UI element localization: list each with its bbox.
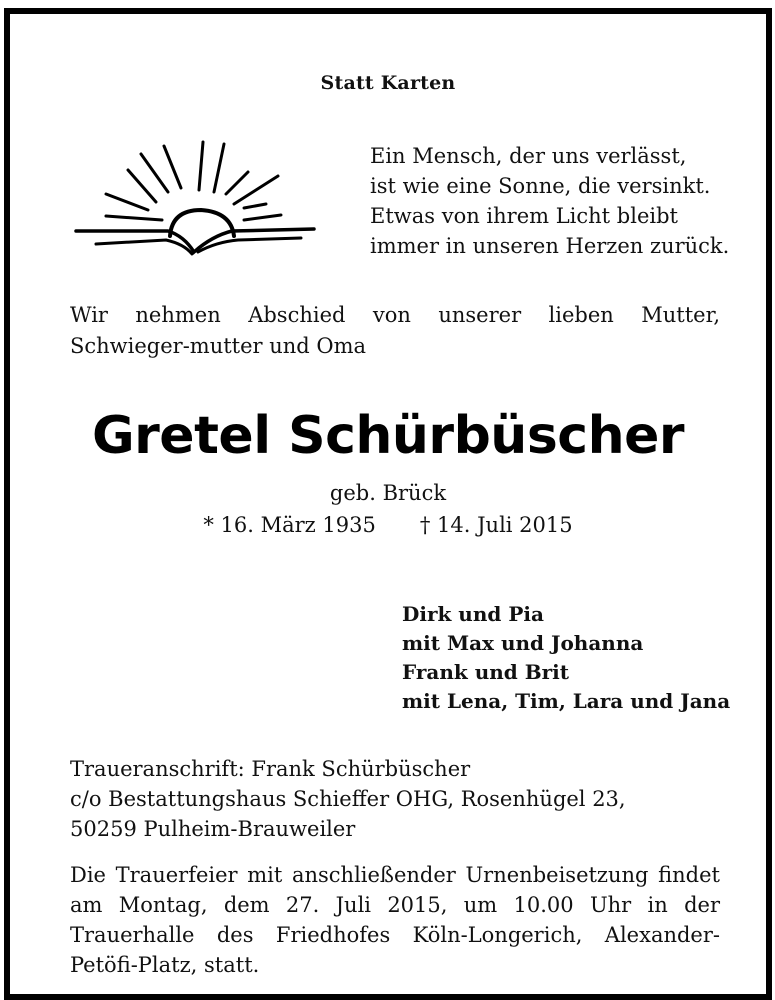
sunset-icon (66, 132, 316, 256)
poem (370, 141, 740, 261)
intro-text: Wir nehmen Abschied von unserer lieben Mutter, Schwieger-mutter und Oma (70, 303, 720, 358)
life-dates (10, 513, 766, 537)
death-date: † 14. Juli 2015 (419, 513, 573, 537)
address-line: Traueranschrift: Frank Schürbüscher (70, 757, 471, 781)
family-line: mit Lena, Tim, Lara und Jana (402, 689, 731, 713)
deceased-name: Gretel Schürbüscher (91, 406, 685, 466)
poem-line: Etwas von ihrem Licht bleibt (370, 204, 678, 228)
family-list (402, 600, 742, 716)
poem-line: ist wie eine Sonne, die versinkt. (370, 174, 711, 198)
family-line: Frank und Brit (402, 660, 570, 684)
poem-line: Ein Mensch, der uns verlässt, (370, 144, 687, 168)
birth-date: * 16. März 1935 (203, 513, 376, 537)
family-line: mit Max und Johanna (402, 631, 644, 655)
notice-header: Statt Karten (320, 72, 456, 94)
address-line: 50259 Pulheim-Brauweiler (70, 817, 356, 841)
funeral-service-text: Die Trauerfeier mit anschließender Urnenbeisetzung findet am Montag, dem 27. Juli 2015, um 10.00 Uhr in der Trauerhalle des Friedhofes Köln-Longerich, Alexander-Petöfi-Platz, statt. (70, 863, 720, 977)
address-line: c/o Bestattungshaus Schieffer OHG, Rosenhügel 23, (70, 787, 626, 811)
poem-line: immer in unseren Herzen zurück. (370, 234, 730, 258)
mourning-address (70, 754, 720, 844)
obituary-notice (4, 8, 772, 1000)
maiden-name: geb. Brück (329, 481, 447, 505)
family-line: Dirk und Pia (402, 602, 544, 626)
